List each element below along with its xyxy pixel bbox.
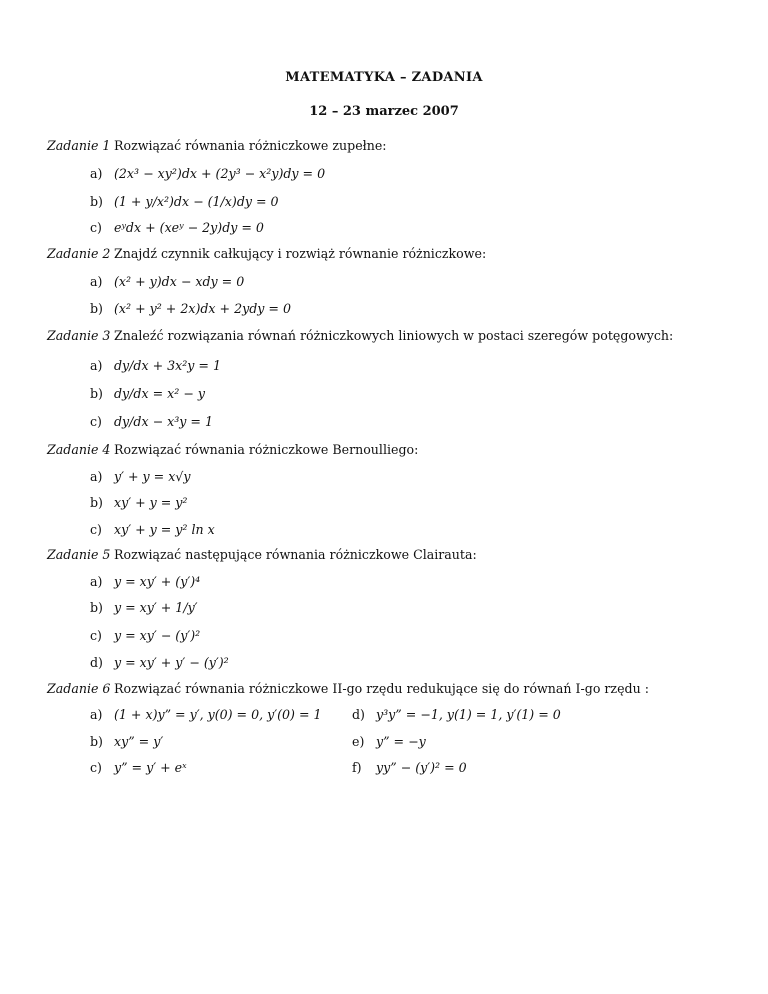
- exercise-item: [352, 734, 426, 749]
- item-letter: f): [352, 760, 362, 775]
- item-letter: d): [352, 707, 365, 722]
- item-letter: c): [90, 220, 102, 235]
- item-expression: (2x³ − xy²)dx + (2y³ − x²y)dy = 0: [114, 166, 326, 181]
- exercise-text: Rozwiązać równania różniczkowe II-go rzędu redukujące się do równań I-go rzędu :: [114, 681, 649, 696]
- item-expression: y = xy′ + y′ − (y′)²: [114, 655, 229, 670]
- exercise-item: [90, 628, 200, 643]
- item-expression: y” = −y: [376, 734, 426, 749]
- item-expression: eʸdx + (xeʸ − 2y)dy = 0: [114, 220, 264, 235]
- item-expression: (1 + y/x²)dx − (1/x)dy = 0: [114, 194, 279, 209]
- item-expression: dy/dx + 3x²y = 1: [114, 358, 221, 373]
- item-expression: xy” = y′: [114, 734, 164, 749]
- exercise-item: [90, 495, 187, 510]
- exercise-item: [90, 220, 264, 235]
- item-expression: y = xy′ + 1/y′: [114, 600, 198, 615]
- item-letter: b): [90, 194, 103, 209]
- exercise-text: Rozwiązać następujące równania różniczkowe Clairauta:: [114, 547, 477, 562]
- exercise-item: [90, 301, 291, 316]
- item-letter: c): [90, 522, 102, 537]
- exercise-label: Zadanie 5: [47, 547, 111, 562]
- page-date: 12 – 23 marzec 2007: [309, 104, 459, 119]
- item-expression: xy′ + y = y² ln x: [114, 522, 215, 537]
- item-expression: y³y” = −1, y(1) = 1, y′(1) = 0: [376, 707, 561, 722]
- exercise-item: [352, 760, 467, 775]
- exercise-text: Rozwiązać równania różniczkowe zupełne:: [114, 138, 387, 153]
- item-expression: (1 + x)y” = y′, y(0) = 0, y′(0) = 1: [114, 707, 322, 722]
- exercise-item: [90, 194, 279, 209]
- item-letter: a): [90, 274, 103, 289]
- item-expression: (x² + y)dx − xdy = 0: [114, 274, 245, 289]
- exercise-label: Zadanie 4: [47, 442, 111, 457]
- exercise-item: [90, 655, 229, 670]
- exercise-item: [352, 707, 561, 722]
- item-expression: yy” − (y′)² = 0: [376, 760, 467, 775]
- item-expression: xy′ + y = y²: [114, 495, 188, 510]
- item-expression: y” = y′ + eˣ: [114, 760, 187, 775]
- item-letter: a): [90, 574, 103, 589]
- exercise-item: [90, 386, 205, 401]
- exercise-item: [90, 469, 190, 484]
- item-expression: (x² + y² + 2x)dx + 2ydy = 0: [114, 301, 291, 316]
- item-expression: y′ + y = x√y: [114, 469, 191, 484]
- exercise-label: Zadanie 3: [47, 328, 111, 343]
- item-expression: dy/dx = x² − y: [114, 386, 205, 401]
- item-letter: a): [90, 707, 103, 722]
- item-letter: a): [90, 469, 103, 484]
- exercise-item: [90, 414, 213, 429]
- item-letter: e): [352, 734, 365, 749]
- item-letter: d): [90, 655, 103, 670]
- exercise-text: Znajdź czynnik całkujący i rozwiąż równanie różniczkowe:: [114, 246, 487, 261]
- item-expression: y = xy′ + (y′)⁴: [114, 574, 201, 589]
- item-expression: y = xy′ − (y′)²: [114, 628, 201, 643]
- exercise-item: [90, 166, 325, 181]
- exercise-item: [90, 734, 163, 749]
- item-letter: b): [90, 495, 103, 510]
- exercise-item: [90, 600, 198, 615]
- item-letter: a): [90, 358, 103, 373]
- exercise-item: [90, 707, 322, 722]
- exercise-text: Znaleźć rozwiązania równań różniczkowych liniowych w postaci szeregów potęgowych:: [114, 328, 674, 343]
- exercise-item: [90, 522, 215, 537]
- exercise-item: [90, 274, 244, 289]
- exercise-label: Zadanie 1: [47, 138, 111, 153]
- item-letter: c): [90, 414, 102, 429]
- item-letter: c): [90, 628, 102, 643]
- exercise-label: Zadanie 6: [47, 681, 111, 696]
- item-letter: a): [90, 166, 103, 181]
- item-expression: dy/dx − x³y = 1: [114, 414, 213, 429]
- exercise-item: [90, 358, 221, 373]
- exercise-item: [90, 574, 200, 589]
- exercise-item: [90, 760, 187, 775]
- exercise-label: Zadanie 2: [47, 246, 111, 261]
- item-letter: b): [90, 386, 103, 401]
- page-title: MATEMATYKA – ZADANIA: [285, 70, 483, 85]
- item-letter: c): [90, 760, 102, 775]
- exercise-text: Rozwiązać równania różniczkowe Bernoulliego:: [114, 442, 419, 457]
- item-letter: b): [90, 301, 103, 316]
- item-letter: b): [90, 734, 103, 749]
- item-letter: b): [90, 600, 103, 615]
